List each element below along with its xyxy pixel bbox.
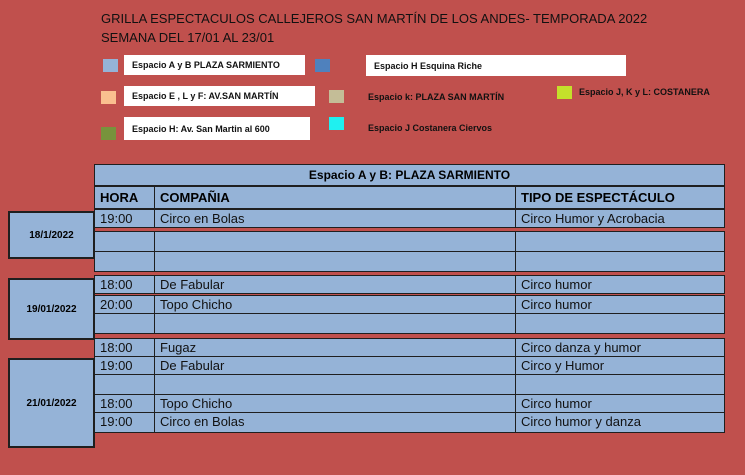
- table-row: [94, 374, 725, 395]
- cell-tipo: [516, 314, 724, 333]
- cell-hora: 20:00: [95, 296, 155, 313]
- cell-hora: [95, 314, 155, 333]
- cell-compania: [155, 314, 516, 333]
- table-header-row: [94, 186, 725, 209]
- cell-tipo: Circo humor: [521, 396, 592, 411]
- cell-compania: Circo en Bolas: [155, 210, 516, 227]
- cell-hora: 18:00: [95, 276, 155, 293]
- cell-compania: Fugaz: [155, 339, 516, 356]
- legend-swatch-esquina-riche: [315, 59, 330, 72]
- cell-hora: 19:00: [95, 413, 155, 432]
- cell-hora: 19:00: [95, 357, 155, 374]
- table-row: [94, 356, 725, 375]
- cell-hora: [95, 252, 155, 271]
- cell-compania: De Fabular: [155, 276, 516, 293]
- legend-label-av-san-martin-600: Espacio H: Av. San Martin al 600: [124, 117, 310, 140]
- header-hora: HORA: [95, 187, 155, 208]
- table-row: [94, 275, 725, 294]
- legend-label-esquina-riche: Espacio H Esquina Riche: [366, 55, 626, 76]
- date-label: 18/1/2022: [8, 211, 95, 259]
- cell-tipo: [516, 232, 724, 251]
- cell-compania: [155, 252, 516, 271]
- legend-swatch-plaza-sarmiento: [103, 59, 118, 72]
- table-title: Espacio A y B: PLAZA SARMIENTO: [94, 164, 725, 186]
- cell-compania: Circo en Bolas: [155, 413, 516, 432]
- table-row: [94, 295, 725, 314]
- table-row: [94, 313, 725, 334]
- legend-swatch-av-san-martin-600: [101, 127, 116, 140]
- date-label: 21/01/2022: [8, 358, 95, 448]
- page-title: GRILLA ESPECTACULOS CALLEJEROS SAN MARTÍN DE LOS ANDES- TEMPORADA 2022: [101, 11, 648, 26]
- page-subtitle: SEMANA DEL 17/01 AL 23/01: [101, 30, 275, 45]
- cell-compania: Topo Chicho: [155, 395, 516, 412]
- cell-hora: [95, 375, 155, 394]
- cell-hora: 18:00: [95, 395, 155, 412]
- cell-hora: [95, 232, 155, 251]
- header-tipo: TIPO DE ESPECTÁCULO: [521, 190, 675, 205]
- table-row: [94, 412, 725, 433]
- cell-tipo: Circo humor: [521, 297, 592, 312]
- cell-tipo: [516, 252, 724, 271]
- legend-swatch-plaza-san-martin: [329, 90, 344, 103]
- cell-tipo: [516, 375, 724, 394]
- cell-compania: [155, 232, 516, 251]
- cell-compania: [155, 375, 516, 394]
- table-row: [94, 251, 725, 272]
- date-label: 19/01/2022: [8, 278, 95, 340]
- cell-tipo: Circo y Humor: [521, 358, 605, 373]
- table-row: [94, 394, 725, 413]
- table-row: [94, 231, 725, 252]
- legend-label-costanera: Espacio J, K y L: COSTANERA: [579, 87, 710, 97]
- cell-tipo: Circo humor y danza: [521, 414, 641, 429]
- legend-swatch-av-san-martin: [101, 91, 116, 104]
- legend-label-plaza-san-martin: Espacio k: PLAZA SAN MARTÍN: [368, 92, 505, 102]
- cell-tipo: Circo Humor y Acrobacia: [521, 211, 665, 226]
- cell-compania: Topo Chicho: [155, 296, 516, 313]
- legend-label-av-san-martin: Espacio E , L y F: AV.SAN MARTÍN: [124, 86, 315, 106]
- legend-label-plaza-sarmiento: Espacio A y B PLAZA SARMIENTO: [124, 55, 305, 75]
- cell-compania: De Fabular: [155, 357, 516, 374]
- table-row: [94, 338, 725, 357]
- legend-swatch-costanera-ciervos: [329, 117, 344, 130]
- cell-hora: 19:00: [95, 210, 155, 227]
- table-row: [94, 209, 725, 228]
- legend-label-costanera-ciervos: Espacio J Costanera Ciervos: [368, 123, 493, 133]
- cell-tipo: Circo humor: [521, 277, 592, 292]
- legend-swatch-costanera: [557, 86, 572, 99]
- cell-hora: 18:00: [95, 339, 155, 356]
- header-compania: COMPAÑIA: [155, 187, 516, 208]
- cell-tipo: Circo danza y humor: [521, 340, 641, 355]
